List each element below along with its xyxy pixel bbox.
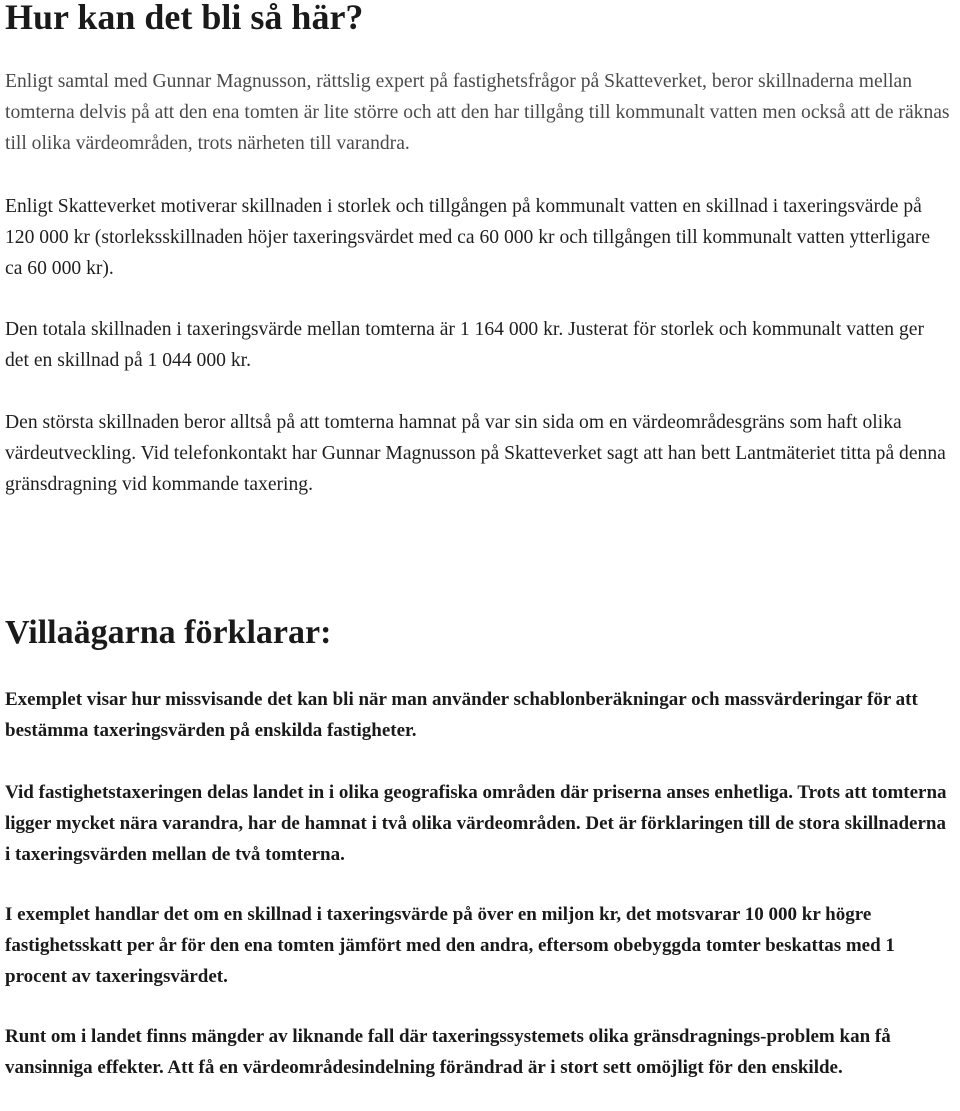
heading-villaagarna-explain: Villaägarna förklarar:	[5, 614, 332, 651]
paragraph-similar-cases: Runt om i landet finns mängder av liknande fall där taxeringssystemets olika gränsdragnings-problem kan få vansinniga effekter. Att få en värdeområdesindelning förändrad är i stort sett omöjligt för den enskilde.	[5, 1026, 891, 1078]
paragraph-total-difference: Den totala skillnaden i taxeringsvärde mellan tomterna är 1 164 000 kr. Justerat för storlek och kommunalt vatten ger det en skillnad på 1 044 000 kr.	[5, 319, 925, 371]
paragraph-interview: Enligt samtal med Gunnar Magnusson, rättslig expert på fastighetsfrågor på Skatteverket, beror skillnaderna mellan tomterna delvis på att den ena tomten är lite större och att den har tillgång till kommunalt vatten men också att de räknas till olika värdeområden, trots närheten till varandra.	[5, 71, 950, 154]
paragraph-example-misleading: Exemplet visar hur missvisande det kan bli när man använder schablonberäkningar och massvärderingar för att bestämma taxeringsvärden på enskilda fastigheter.	[5, 689, 918, 741]
paragraph-skatteverket-motivation: Enligt Skatteverket motiverar skillnaden i storlek och tillgången på kommunalt vatten en skillnad i taxeringsvärde på 120 000 kr (storleksskillnaden höjer taxeringsvärdet med ca 60 000 kr och tillgången till kommunalt vatten ytterligare ca 60 000 kr).	[5, 196, 931, 279]
paragraph-geographic-areas: Vid fastighetstaxeringen delas landet in i olika geografiska områden där priserna anses enhetliga. Trots att tomterna ligger mycket nära varandra, har de hamnat i två olika värdeområden. Det är förklaringen till de stora skillnaderna i taxeringsvärden mellan de två tomterna.	[5, 782, 947, 865]
paragraph-million-difference: I exemplet handlar det om en skillnad i taxeringsvärde på över en miljon kr, det motsvarar 10 000 kr högre fastighetsskatt per år för den ena tomten jämfört med den andra, eftersom obebyggda tomter beskattas med 1 procent av taxeringsvärdet.	[5, 904, 895, 987]
paragraph-largest-difference: Den största skillnaden beror alltså på att tomterna hamnat på var sin sida om en värdeområdesgräns som haft olika värdeutveckling. Vid telefonkontakt har Gunnar Magnusson på Skatteverket sagt att han bett Lantmäteriet titta på denna gränsdragning vid kommande taxering.	[5, 412, 946, 495]
heading-how-can-it-be: Hur kan det bli så här?	[5, 0, 364, 37]
